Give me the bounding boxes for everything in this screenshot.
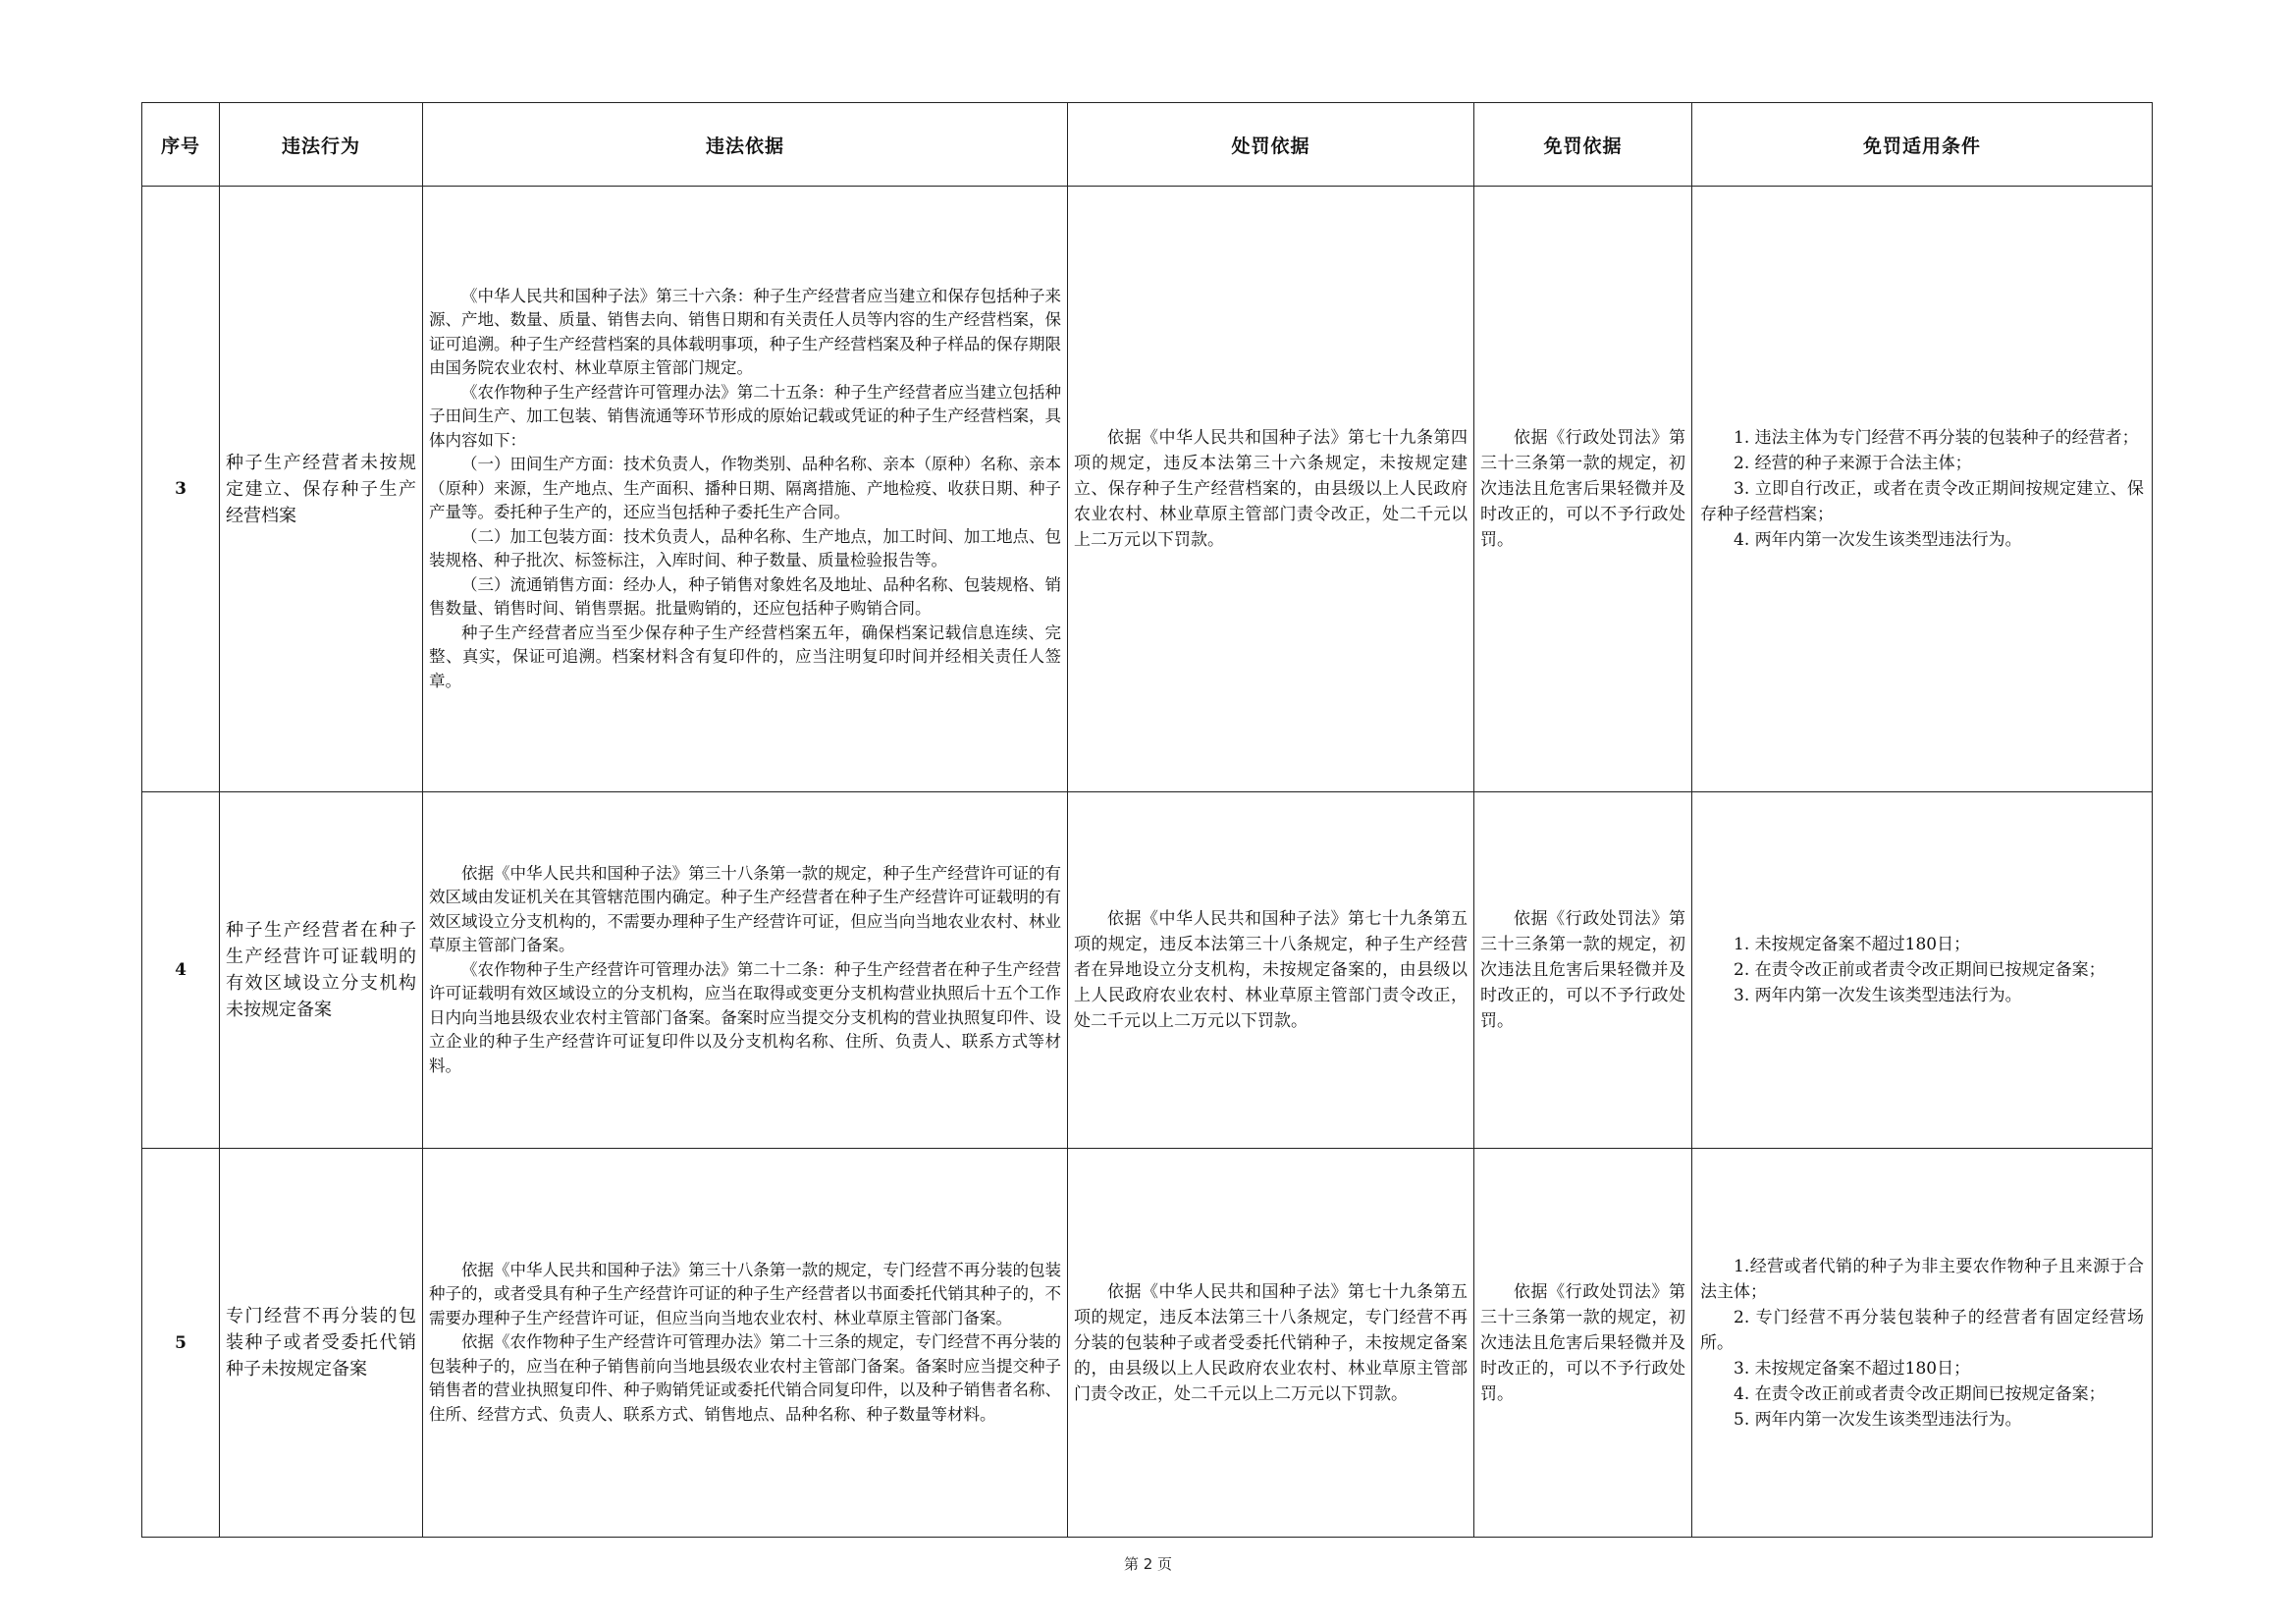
row-serial: 5 xyxy=(142,1149,220,1538)
table-row xyxy=(142,792,2153,1149)
table-row xyxy=(142,1149,2153,1538)
row-serial: 4 xyxy=(142,792,220,1149)
penalty-paragraph: 依据《中华人民共和国种子法》第七十九条第五项的规定，违反本法第三十八条规定，种子生产经营者在异地设立分支机构，未按规定备案的，由县级以上人民政府农业农村、林业草原主管部门责令改正，处二千元以上二万元以下罚款。 xyxy=(1074,909,1468,1031)
row-exemption-conditions xyxy=(1692,1149,2153,1538)
condition-item: 3. 两年内第一次发生该类型违法行为。 xyxy=(1734,986,2022,1005)
condition-item: 2. 专门经营不再分装包装种子的经营者有固定经营场所。 xyxy=(1700,1307,2144,1353)
condition-item: 2. 在责令改正前或者责令改正期间已按规定备案； xyxy=(1734,960,2106,980)
header-violation-basis: 违法依据 xyxy=(423,103,1068,187)
row-penalty-basis xyxy=(1068,792,1474,1149)
row-violation: 种子生产经营者未按规定建立、保存种子生产经营档案 xyxy=(220,187,423,792)
exemption-paragraph: 依据《行政处罚法》第三十三条第一款的规定，初次违法且危害后果轻微并及时改正的，可以不予行政处罚。 xyxy=(1480,1281,1685,1404)
basis-paragraph: 《农作物种子生产经营许可管理办法》第二十五条：种子生产经营者应当建立包括种子田间生产、加工包装、销售流通等环节形成的原始记载或凭证的种子生产经营档案，具体内容如下： xyxy=(429,382,1061,450)
condition-item: 5. 两年内第一次发生该类型违法行为。 xyxy=(1734,1409,2022,1430)
header-serial: 序号 xyxy=(142,103,220,187)
row-violation-basis xyxy=(423,792,1068,1149)
row-exemption-conditions xyxy=(1692,792,2153,1149)
row-exemption-basis xyxy=(1474,187,1692,792)
condition-item: 3. 立即自行改正，或者在责令改正期间按规定建立、保存种子经营档案； xyxy=(1700,479,2144,524)
row-exemption-conditions xyxy=(1692,187,2153,792)
condition-item: 2. 经营的种子来源于合法主体； xyxy=(1734,454,1972,473)
page-number: 第 2 页 xyxy=(1123,1555,1173,1573)
basis-paragraph: （二）加工包装方面：技术负责人，品种名称、生产地点，加工时间、加工地点、包装规格、种子批次、标签标注，入库时间、种子数量、质量检验报告等。 xyxy=(429,526,1061,570)
row-violation: 种子生产经营者在种子生产经营许可证载明的有效区域设立分支机构未按规定备案 xyxy=(220,792,423,1149)
regulation-table-sheet xyxy=(141,102,2152,1530)
table-row xyxy=(142,187,2153,792)
header-exemption-basis: 免罚依据 xyxy=(1474,103,1692,187)
exemption-paragraph: 依据《行政处罚法》第三十三条第一款的规定，初次违法且危害后果轻微并及时改正的，可以不予行政处罚。 xyxy=(1480,428,1685,550)
row-violation-basis xyxy=(423,1149,1068,1538)
basis-paragraph: 《农作物种子生产经营许可管理办法》第二十二条：种子生产经营者在种子生产经营许可证载明有效区域设立的分支机构，应当在取得或变更分支机构营业执照后十五个工作日内向当地县级农业农村主管部门备案。备案时应当提交分支机构的营业执照复印件、设立企业的种子生产经营许可证复印件以及分支机构名称、住所、负责人、联系方式等材料。 xyxy=(429,959,1061,1075)
condition-item: 1. 违法主体为专门经营不再分装的包装种子的经营者； xyxy=(1734,428,2139,448)
penalty-paragraph: 依据《中华人民共和国种子法》第七十九条第五项的规定，违反本法第三十八条规定，专门经营不再分装的包装种子或者受委托代销种子，未按规定备案的，由县级以上人民政府农业农村、林业草原主管部门责令改正，处二千元以上二万元以下罚款。 xyxy=(1074,1281,1468,1404)
header-exemption-conditions: 免罚适用条件 xyxy=(1692,103,2153,187)
condition-item: 3. 未按规定备案不超过180日； xyxy=(1734,1358,1971,1379)
exemption-table xyxy=(141,102,2153,1538)
exemption-paragraph: 依据《行政处罚法》第三十三条第一款的规定，初次违法且危害后果轻微并及时改正的，可以不予行政处罚。 xyxy=(1480,909,1685,1031)
basis-paragraph: 依据《中华人民共和国种子法》第三十八条第一款的规定，专门经营不再分装的包装种子的，或者受具有种子生产经营许可证的种子生产经营者以书面委托代销其种子的，不需要办理种子生产经营许可证，但应当向当地农业农村、林业草原主管部门备案。 xyxy=(429,1260,1061,1327)
penalty-paragraph: 依据《中华人民共和国种子法》第七十九条第四项的规定，违反本法第三十六条规定，未按规定建立、保存种子生产经营档案的，由县级以上人民政府农业农村、林业草原主管部门责令改正，处二千元以上二万元以下罚款。 xyxy=(1074,428,1468,550)
row-penalty-basis xyxy=(1068,1149,1474,1538)
row-penalty-basis xyxy=(1068,187,1474,792)
condition-item: 1. 未按规定备案不超过180日； xyxy=(1734,935,1971,954)
row-serial: 3 xyxy=(142,187,220,792)
row-violation-basis xyxy=(423,187,1068,792)
condition-item: 1.经营或者代销的种子为非主要农作物种子且来源于合法主体； xyxy=(1700,1256,2144,1302)
basis-paragraph: 种子生产经营者应当至少保存种子生产经营档案五年，确保档案记载信息连续、完整、真实，保证可追溯。档案材料含有复印件的，应当注明复印时间并经相关责任人签章。 xyxy=(429,623,1061,690)
row-violation: 专门经营不再分装的包装种子或者受委托代销种子未按规定备案 xyxy=(220,1149,423,1538)
basis-paragraph: （三）流通销售方面：经办人，种子销售对象姓名及地址、品种名称、包装规格、销售数量、销售时间、销售票据。批量购销的，还应包括种子购销合同。 xyxy=(429,574,1061,619)
condition-item: 4. 在责令改正前或者责令改正期间已按规定备案； xyxy=(1734,1383,2106,1404)
row-exemption-basis xyxy=(1474,1149,1692,1538)
table-header-row xyxy=(142,103,2153,187)
basis-paragraph: 依据《农作物种子生产经营许可管理办法》第二十三条的规定，专门经营不再分装的包装种子的，应当在种子销售前向当地县级农业农村主管部门备案。备案时应当提交种子销售者的营业执照复印件、种子购销凭证或委托代销合同复印件，以及种子销售者名称、住所、经营方式、负责人、联系方式、销售地点、品种名称、种子数量等材料。 xyxy=(429,1332,1061,1424)
header-penalty-basis: 处罚依据 xyxy=(1068,103,1474,187)
header-violation: 违法行为 xyxy=(220,103,423,187)
basis-paragraph: 《中华人民共和国种子法》第三十六条：种子生产经营者应当建立和保存包括种子来源、产地、数量、质量、销售去向、销售日期和有关责任人员等内容的生产经营档案，保证可追溯。种子生产经营档案的具体载明事项，种子生产经营档案及种子样品的保存期限由国务院农业农村、林业草原主管部门规定。 xyxy=(429,286,1061,378)
condition-item: 4. 两年内第一次发生该类型违法行为。 xyxy=(1734,530,2022,550)
basis-paragraph: （一）田间生产方面：技术负责人，作物类别、品种名称、亲本（原种）名称、亲本（原种）来源，生产地点、生产面积、播种日期、隔离措施、产地检疫、收获日期、种子产量等。委托种子生产的，还应当包括种子委托生产合同。 xyxy=(429,455,1061,522)
basis-paragraph: 依据《中华人民共和国种子法》第三十八条第一款的规定，种子生产经营许可证的有效区域由发证机关在其管辖范围内确定。种子生产经营者在种子生产经营许可证载明的有效区域设立分支机构的，不需要办理种子生产经营许可证，但应当向当地农业农村、林业草原主管部门备案。 xyxy=(429,863,1061,955)
row-exemption-basis xyxy=(1474,792,1692,1149)
